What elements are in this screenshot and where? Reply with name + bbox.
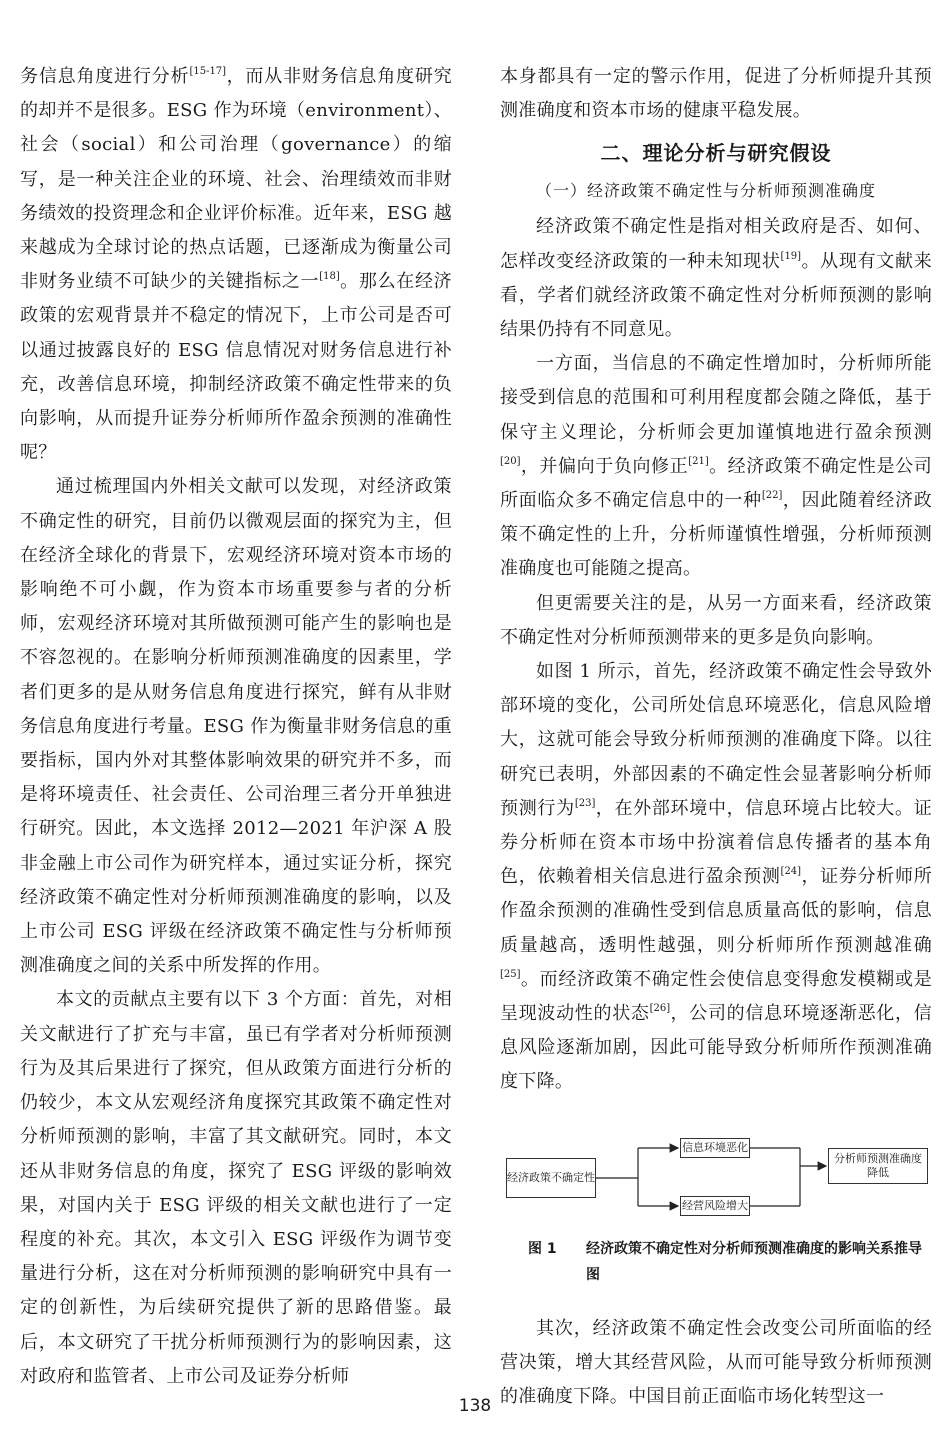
citation: [21] [688,455,709,467]
paragraph: 其次，经济政策不确定性会改变公司所面临的经营决策，增大其经营风险，从而可能导致分析师预测的准确度下降。中国目前正面临市场化转型这一 [500,1317,932,1408]
node-operating-risk: 经营风险增大 [680,1196,750,1216]
text-run: 如图 1 所示，首先，经济政策不确定性会导致外部环境的变化，公司所处信息环境恶化，信息风险增大，这就可能会导致分析师预测的准确度下降。以往研究已表明，外部因素的不确定性会显著影响分析师预测行为 [500,661,932,819]
figure-caption [500,1236,932,1288]
text-run: 经济政策不确定性是指对相关政府是否、如何、怎样改变经济政策的一种未知现状 [500,216,932,272]
node-info-env-deterioration: 信息环境恶化 [680,1138,750,1158]
text-run: ，因此随着经济政策不确定性的上升，分析师谨慎性增强，分析师预测准确度也可能随之提高。 [500,490,932,580]
paragraph: 本身都具有一定的警示作用，促进了分析师提升其预测准确度和资本市场的健康平稳发展。 [500,66,932,122]
paragraph [500,210,932,347]
text-run: 。那么在经济政策的宏观背景并不稳定的情况下，上市公司是否可以通过披露良好的 ESG 信息情况对财务信息进行补充，改善信息环境，抑制经济政策不确定性带来的负向影响，从而提升证券分析师所作盈余预测的准确性呢？ [20,271,452,464]
text-run: ，在外部环境中，信息环境占比较大。证券分析师在资本市场中扮演着信息传播者的基本角色，依赖着相关信息进行盈余预测 [500,797,932,888]
section-title: 二、理论分析与研究假设 [600,141,832,166]
left-column [20,60,452,1394]
citation: [24] [780,866,802,878]
text-run: 。而经济政策不确定性会使信息变得愈发模糊或是呈现波动性的状态 [500,968,932,1025]
citation: [15-17] [189,66,227,77]
text-run: ，并偏向于负向修正 [520,455,689,477]
citation: [22] [761,490,783,502]
node-forecast-accuracy-decline: 分析师预测准确度降低 [828,1148,928,1184]
page-number: 138 [458,1396,492,1416]
subsection-title: （一）经济政策不确定性与分析师预测准确度 [536,181,877,201]
citation: [25] [500,968,521,980]
right-column [500,60,932,1414]
paragraph: 本文的贡献点主要有以下 3 个方面：首先，对相关文献进行了扩充与丰富，虽已有学者对分析师预测行为及其后果进行了探究，但从政策方面进行分析的仍较少，本文从宏观经济角度探究其政策不确定性对分析师预测的影响，丰富了其文献研究。同时，本文还从非财务信息的角度，探究了 ESG 评级的影响效果，对国内关于 ESG 评级的相关文献也进行了一定程度的补充。其次，本文引入 ESG 评级作为调节变量进行分析，这在对分析师预测的影响研究中具有一定的创新性，为后续研究提供了新的思路借鉴。最后，本文研究了干扰分析师预测行为的影响因素，这对政府和监管者、上市公司及证券分析师 [20,989,452,1387]
figure-caption-text: 经济政策不确定性对分析师预测准确度的影响关系推导图 [586,1240,922,1283]
citation: [23] [574,797,596,809]
text-run: ，而从非财务信息角度研究的却并不是很多。ESG 作为环境（environment）、社会（social）和公司治理（governance）的缩写，是一种关注企业的环境、社会、治理绩效而非财务绩效的投资理念和企业评价标准。近年来，ESG 越来越成为全球讨论的热点话题，已逐渐成为衡量公司非财务业绩不可缺少的关键指标之一 [20,66,452,293]
paragraph [20,60,452,470]
citation: [19] [780,250,802,262]
citation: [26] [649,1003,671,1015]
text-run: ，证券分析师所作盈余预测的准确性受到信息质量高低的影响，信息质量越高，透明性越强，则分析师所作预测越准确 [500,866,932,956]
paragraph: 通过梳理国内外相关文献可以发现，对经济政策不确定性的研究，目前仍以微观层面的探究为主，但在经济全球化的背景下，宏观经济环境对资本市场的影响绝不可小觑，作为资本市场重要参与者的分析师，宏观经济环境对其所做预测可能产生的影响也是不容忽视的。在影响分析师预测准确度的因素里，学者们更多的是从财务信息角度进行探究，鲜有从非财务信息角度进行考量。ESG 作为衡量非财务信息的重要指标，国内外对其整体影响效果的研究并不多，而是将环境责任、社会责任、公司治理三者分开单独进行研究。因此，本文选择 2012—2021 年沪深 A 股非金融上市公司作为研究样本，通过实证分析，探究经济政策不确定性对分析师预测准确度的影响，以及上市公司 ESG 评级在经济政策不确定性与分析师预测准确度之间的关系中所发挥的作用。 [20,476,452,977]
text-run: 。从现有文献来看，学者们就经济政策不确定性对分析师预测的影响结果仍持有不同意见。 [500,250,932,341]
figure-number: 图 1 [528,1240,557,1257]
text-run: 。经济政策不确定性是公司所面临众多不确定信息中的一种 [500,455,932,512]
citation: [20] [500,455,521,467]
citation: [18] [319,271,340,283]
paragraph [500,347,932,586]
paragraph: 但更需要关注的是，从另一方面来看，经济政策不确定性对分析师预测带来的更多是负向影响。 [500,592,932,648]
node-policy-uncertainty: 经济政策不确定性 [506,1158,596,1198]
figure-1-diagram [500,1126,932,1226]
text-run: 一方面，当信息的不确定性增加时，分析师所能接受到信息的范围和可利用程度都会随之降低，基于保守主义理论，分析师会更加谨慎地进行盈余预测 [500,353,932,443]
text-run: 务信息角度进行分析 [20,66,190,87]
paragraph [500,655,932,1100]
text-run: ，公司的信息环境逐渐恶化，信息风险逐渐加剧，因此可能导致分析师所作预测准确度下降。 [500,1003,932,1093]
